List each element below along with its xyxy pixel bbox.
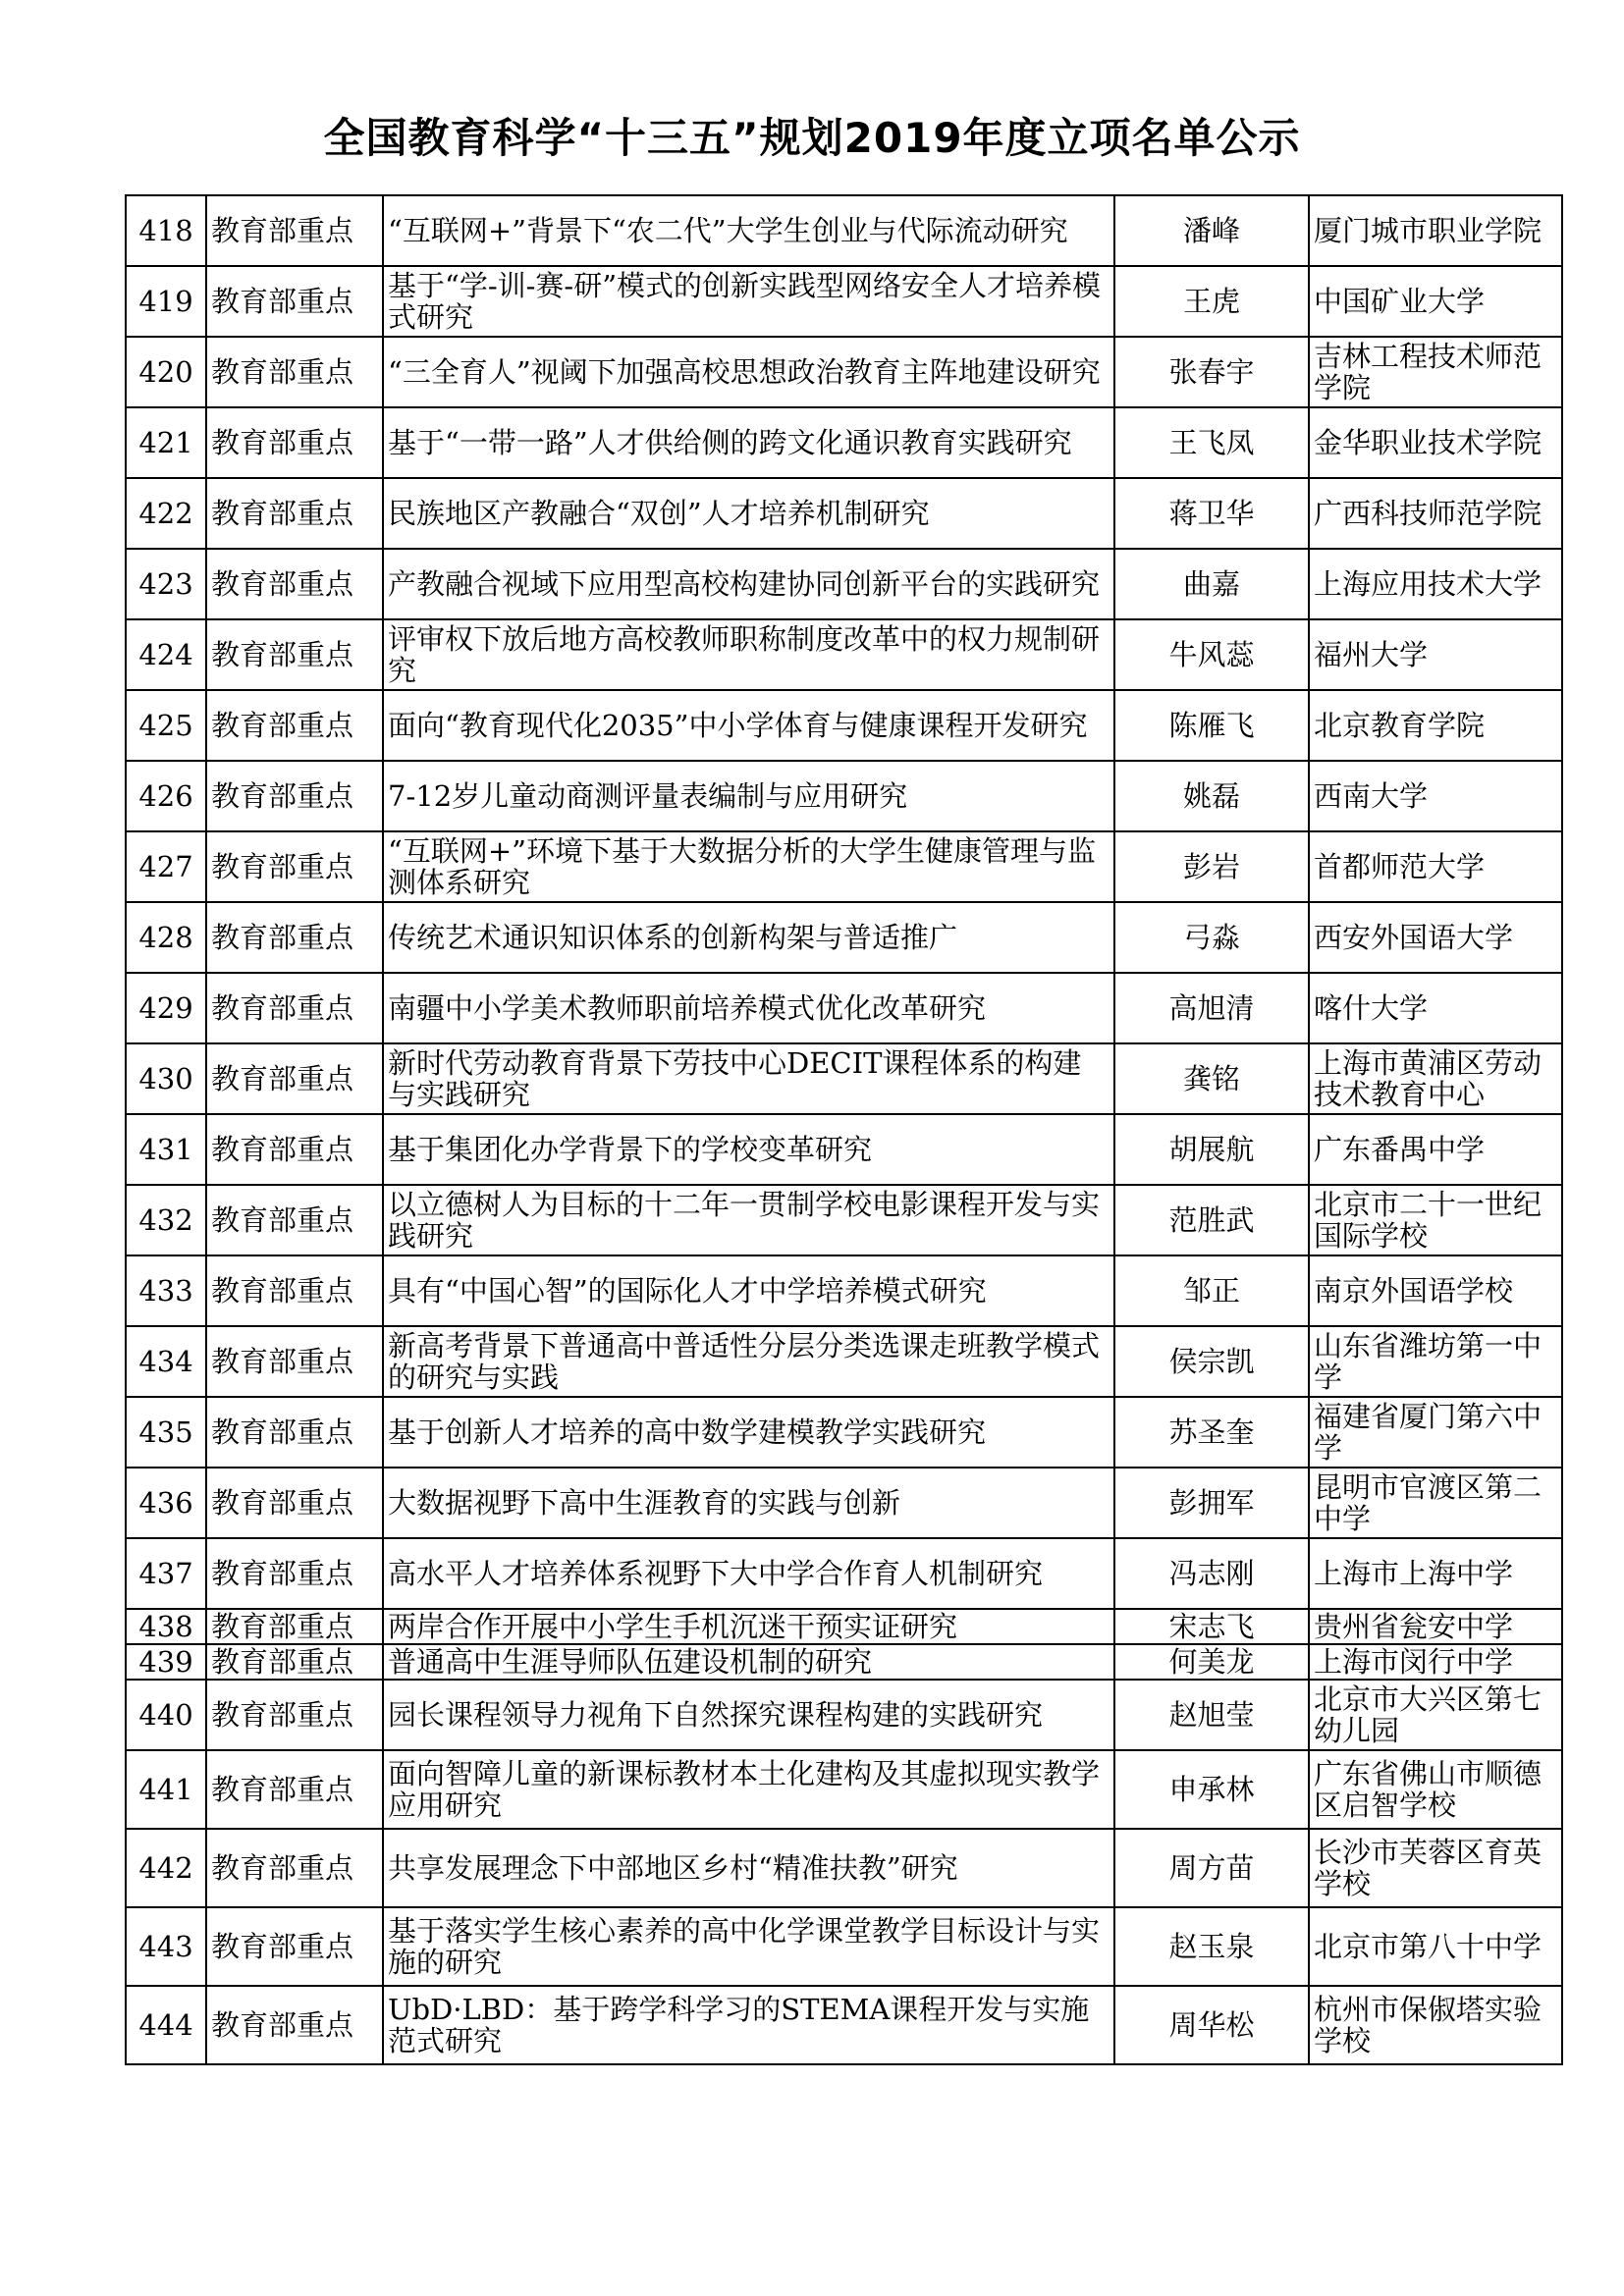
project-leader: 赵玉泉 — [1114, 1907, 1309, 1986]
table-row — [126, 1468, 1562, 1538]
project-number: 421 — [126, 407, 206, 478]
project-title: 南疆中小学美术教师职前培养模式优化改革研究 — [383, 973, 1114, 1043]
project-number: 426 — [126, 761, 206, 831]
project-leader: 冯志刚 — [1114, 1538, 1309, 1609]
project-institution: 山东省潍坊第一中学 — [1309, 1326, 1562, 1397]
project-category: 教育部重点 — [206, 1326, 383, 1397]
project-institution: 中国矿业大学 — [1309, 266, 1562, 337]
project-number: 430 — [126, 1043, 206, 1114]
project-title: 大数据视野下高中生涯教育的实践与创新 — [383, 1468, 1114, 1538]
project-leader: 周方苗 — [1114, 1829, 1309, 1907]
project-number: 429 — [126, 973, 206, 1043]
project-leader: 高旭清 — [1114, 973, 1309, 1043]
project-institution: 广东番禺中学 — [1309, 1114, 1562, 1185]
table-row — [126, 1397, 1562, 1468]
project-leader: 陈雁飞 — [1114, 690, 1309, 761]
table-row — [126, 549, 1562, 619]
project-category: 教育部重点 — [206, 1114, 383, 1185]
project-title: 传统艺术通识知识体系的创新构架与普适推广 — [383, 902, 1114, 973]
project-title: 民族地区产教融合“双创”人才培养机制研究 — [383, 478, 1114, 549]
project-title: 7-12岁儿童动商测评量表编制与应用研究 — [383, 761, 1114, 831]
table-row — [126, 1255, 1562, 1326]
table-row — [126, 1986, 1562, 2064]
project-title: 面向智障儿童的新课标教材本土化建构及其虚拟现实教学应用研究 — [383, 1750, 1114, 1829]
project-institution: 厦门城市职业学院 — [1309, 195, 1562, 266]
project-title: 基于“学-训-赛-研”模式的创新实践型网络安全人才培养模式研究 — [383, 266, 1114, 337]
project-institution: 福州大学 — [1309, 619, 1562, 690]
project-number: 432 — [126, 1185, 206, 1255]
project-title: “互联网+”背景下“农二代”大学生创业与代际流动研究 — [383, 195, 1114, 266]
page-title: 全国教育科学“十三五”规划2019年度立项名单公示 — [323, 114, 1301, 162]
project-table-body — [126, 195, 1562, 2064]
project-leader: 彭拥军 — [1114, 1468, 1309, 1538]
project-leader: 王飞凤 — [1114, 407, 1309, 478]
project-institution: 喀什大学 — [1309, 973, 1562, 1043]
project-institution: 北京教育学院 — [1309, 690, 1562, 761]
project-title: “三全育人”视阈下加强高校思想政治教育主阵地建设研究 — [383, 337, 1114, 407]
project-category: 教育部重点 — [206, 902, 383, 973]
project-number: 423 — [126, 549, 206, 619]
table-row — [126, 337, 1562, 407]
project-number: 425 — [126, 690, 206, 761]
project-table — [125, 194, 1563, 2065]
project-number: 443 — [126, 1907, 206, 1986]
project-institution: 杭州市保俶塔实验学校 — [1309, 1986, 1562, 2064]
project-title: 共享发展理念下中部地区乡村“精准扶教”研究 — [383, 1829, 1114, 1907]
project-leader: 牛风蕊 — [1114, 619, 1309, 690]
table-row — [126, 1185, 1562, 1255]
project-institution: 广东省佛山市顺德区启智学校 — [1309, 1750, 1562, 1829]
project-number: 435 — [126, 1397, 206, 1468]
project-institution: 金华职业技术学院 — [1309, 407, 1562, 478]
project-leader: 蒋卫华 — [1114, 478, 1309, 549]
project-category: 教育部重点 — [206, 1750, 383, 1829]
project-leader: 范胜武 — [1114, 1185, 1309, 1255]
project-category: 教育部重点 — [206, 1680, 383, 1750]
project-category: 教育部重点 — [206, 1609, 383, 1644]
project-number: 428 — [126, 902, 206, 973]
project-leader: 张春宇 — [1114, 337, 1309, 407]
project-title: 基于落实学生核心素养的高中化学课堂教学目标设计与实施的研究 — [383, 1907, 1114, 1986]
project-title: 面向“教育现代化2035”中小学体育与健康课程开发研究 — [383, 690, 1114, 761]
project-leader: 宋志飞 — [1114, 1609, 1309, 1644]
project-leader: 彭岩 — [1114, 831, 1309, 902]
project-category: 教育部重点 — [206, 619, 383, 690]
table-row — [126, 1326, 1562, 1397]
project-institution: 广西科技师范学院 — [1309, 478, 1562, 549]
project-institution: 上海应用技术大学 — [1309, 549, 1562, 619]
project-title: 普通高中生涯导师队伍建设机制的研究 — [383, 1644, 1114, 1680]
project-leader: 侯宗凯 — [1114, 1326, 1309, 1397]
project-title: 基于“一带一路”人才供给侧的跨文化通识教育实践研究 — [383, 407, 1114, 478]
table-row — [126, 1750, 1562, 1829]
project-category: 教育部重点 — [206, 1538, 383, 1609]
table-row — [126, 1907, 1562, 1986]
project-number: 442 — [126, 1829, 206, 1907]
project-leader: 赵旭莹 — [1114, 1680, 1309, 1750]
project-leader: 潘峰 — [1114, 195, 1309, 266]
project-institution: 上海市闵行中学 — [1309, 1644, 1562, 1680]
project-title: 两岸合作开展中小学生手机沉迷干预实证研究 — [383, 1609, 1114, 1644]
table-row — [126, 1644, 1562, 1680]
project-category: 教育部重点 — [206, 337, 383, 407]
project-category: 教育部重点 — [206, 973, 383, 1043]
project-leader: 姚磊 — [1114, 761, 1309, 831]
project-category: 教育部重点 — [206, 761, 383, 831]
project-title: “互联网+”环境下基于大数据分析的大学生健康管理与监测体系研究 — [383, 831, 1114, 902]
project-institution: 北京市大兴区第七幼儿园 — [1309, 1680, 1562, 1750]
table-row — [126, 1829, 1562, 1907]
project-title: 新时代劳动教育背景下劳技中心DECIT课程体系的构建与实践研究 — [383, 1043, 1114, 1114]
project-title: 高水平人才培养体系视野下大中学合作育人机制研究 — [383, 1538, 1114, 1609]
project-number: 419 — [126, 266, 206, 337]
project-number: 427 — [126, 831, 206, 902]
project-leader: 周华松 — [1114, 1986, 1309, 2064]
project-leader: 王虎 — [1114, 266, 1309, 337]
table-row — [126, 1043, 1562, 1114]
project-number: 418 — [126, 195, 206, 266]
project-title: 基于集团化办学背景下的学校变革研究 — [383, 1114, 1114, 1185]
project-number: 436 — [126, 1468, 206, 1538]
table-row — [126, 761, 1562, 831]
project-number: 422 — [126, 478, 206, 549]
project-number: 424 — [126, 619, 206, 690]
project-leader: 弓淼 — [1114, 902, 1309, 973]
project-category: 教育部重点 — [206, 1043, 383, 1114]
project-category: 教育部重点 — [206, 266, 383, 337]
project-category: 教育部重点 — [206, 690, 383, 761]
project-category: 教育部重点 — [206, 1644, 383, 1680]
project-number: 438 — [126, 1609, 206, 1644]
project-leader: 邹正 — [1114, 1255, 1309, 1326]
project-category: 教育部重点 — [206, 407, 383, 478]
project-leader: 何美龙 — [1114, 1644, 1309, 1680]
project-category: 教育部重点 — [206, 1829, 383, 1907]
table-row — [126, 1538, 1562, 1609]
project-institution: 上海市黄浦区劳动技术教育中心 — [1309, 1043, 1562, 1114]
project-institution: 北京市第八十中学 — [1309, 1907, 1562, 1986]
table-row — [126, 902, 1562, 973]
table-row — [126, 973, 1562, 1043]
project-number: 420 — [126, 337, 206, 407]
project-leader: 胡展航 — [1114, 1114, 1309, 1185]
project-institution: 北京市二十一世纪国际学校 — [1309, 1185, 1562, 1255]
project-number: 433 — [126, 1255, 206, 1326]
project-category: 教育部重点 — [206, 195, 383, 266]
table-row — [126, 1609, 1562, 1644]
project-category: 教育部重点 — [206, 831, 383, 902]
project-title: 新高考背景下普通高中普适性分层分类选课走班教学模式的研究与实践 — [383, 1326, 1114, 1397]
project-title: 产教融合视域下应用型高校构建协同创新平台的实践研究 — [383, 549, 1114, 619]
project-institution: 长沙市芙蓉区育英学校 — [1309, 1829, 1562, 1907]
project-category: 教育部重点 — [206, 1986, 383, 2064]
project-institution: 福建省厦门第六中学 — [1309, 1397, 1562, 1468]
project-category: 教育部重点 — [206, 478, 383, 549]
project-category: 教育部重点 — [206, 1907, 383, 1986]
project-institution: 上海市上海中学 — [1309, 1538, 1562, 1609]
project-title: 以立德树人为目标的十二年一贯制学校电影课程开发与实践研究 — [383, 1185, 1114, 1255]
project-institution: 昆明市官渡区第二中学 — [1309, 1468, 1562, 1538]
project-number: 444 — [126, 1986, 206, 2064]
project-title: UbD·LBD：基于跨学科学习的STEMA课程开发与实施范式研究 — [383, 1986, 1114, 2064]
project-category: 教育部重点 — [206, 549, 383, 619]
table-row — [126, 266, 1562, 337]
project-institution: 吉林工程技术师范学院 — [1309, 337, 1562, 407]
project-category: 教育部重点 — [206, 1255, 383, 1326]
project-category: 教育部重点 — [206, 1397, 383, 1468]
project-institution: 贵州省瓮安中学 — [1309, 1609, 1562, 1644]
project-title: 园长课程领导力视角下自然探究课程构建的实践研究 — [383, 1680, 1114, 1750]
table-row — [126, 478, 1562, 549]
project-title: 基于创新人才培养的高中数学建模教学实践研究 — [383, 1397, 1114, 1468]
project-institution: 西南大学 — [1309, 761, 1562, 831]
table-row — [126, 407, 1562, 478]
project-number: 440 — [126, 1680, 206, 1750]
project-leader: 申承林 — [1114, 1750, 1309, 1829]
project-leader: 苏圣奎 — [1114, 1397, 1309, 1468]
project-number: 439 — [126, 1644, 206, 1680]
project-institution: 南京外国语学校 — [1309, 1255, 1562, 1326]
table-row — [126, 195, 1562, 266]
table-row — [126, 1114, 1562, 1185]
project-category: 教育部重点 — [206, 1468, 383, 1538]
project-leader: 曲嘉 — [1114, 549, 1309, 619]
project-title: 评审权下放后地方高校教师职称制度改革中的权力规制研究 — [383, 619, 1114, 690]
project-title: 具有“中国心智”的国际化人才中学培养模式研究 — [383, 1255, 1114, 1326]
table-row — [126, 1680, 1562, 1750]
table-row — [126, 831, 1562, 902]
project-leader: 龚铭 — [1114, 1043, 1309, 1114]
project-institution: 西安外国语大学 — [1309, 902, 1562, 973]
project-institution: 首都师范大学 — [1309, 831, 1562, 902]
project-number: 434 — [126, 1326, 206, 1397]
project-number: 431 — [126, 1114, 206, 1185]
project-number: 441 — [126, 1750, 206, 1829]
table-row — [126, 619, 1562, 690]
project-category: 教育部重点 — [206, 1185, 383, 1255]
table-row — [126, 690, 1562, 761]
project-number: 437 — [126, 1538, 206, 1609]
